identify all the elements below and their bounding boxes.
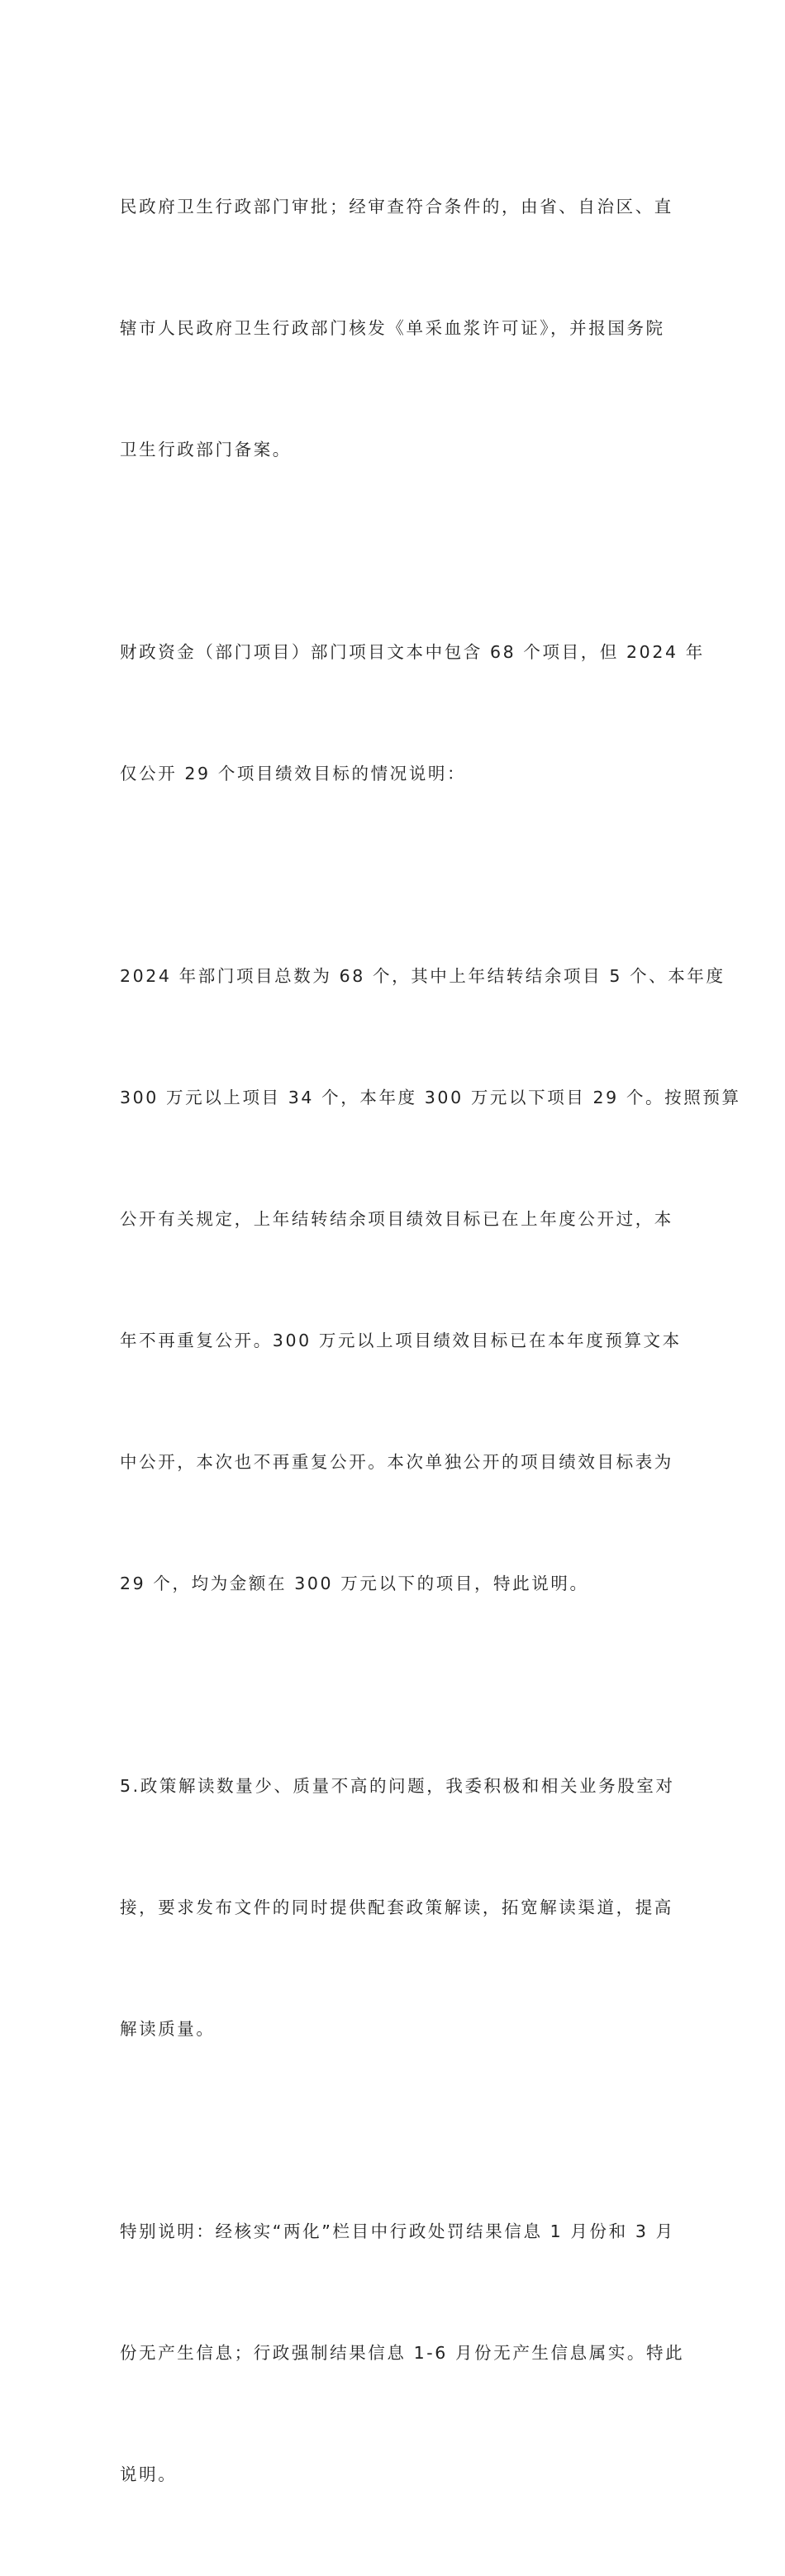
text-line: 特别说明：经核实“两化”栏目中行政处罚结果信息 1 月份和 3 月 [120, 2221, 675, 2241]
paragraph-policy-interpretation [120, 1685, 675, 2131]
text-line: 年不再重复公开。300 万元以上项目绩效目标已在本年度预算文本 [120, 1331, 682, 1350]
paragraph-special-note [120, 2131, 685, 2576]
text-line: 财政资金（部门项目）部门项目文本中包含 68 个项目，但 2024 年 [120, 642, 705, 662]
text-line: 解读质量。 [120, 2019, 216, 2039]
text-line: 接，要求发布文件的同时提供配套政策解读，拓宽解读渠道，提高 [120, 1897, 673, 1917]
text-line: 2024 年部门项目总数为 68 个，其中上年结转结余项目 5 个、本年度 [120, 966, 726, 986]
text-line: 中公开，本次也不再重复公开。本次单独公开的项目绩效目标表为 [120, 1452, 673, 1472]
text-line: 民政府卫生行政部门审批；经审查符合条件的，由省、自治区、直 [120, 197, 673, 217]
text-line: 说明。 [120, 2464, 178, 2484]
paragraph-project-heading [120, 551, 705, 875]
text-line: 300 万元以上项目 34 个，本年度 300 万元以下项目 29 个。按照预算 [120, 1088, 741, 1107]
text-line: 辖市人民政府卫生行政部门核发《单采血浆许可证》，并报国务院 [120, 318, 665, 338]
text-line: 5.政策解读数量少、质量不高的问题，我委积极和相关业务股室对 [120, 1776, 675, 1796]
text-line: 公开有关规定，上年结转结余项目绩效目标已在上年度公开过，本 [120, 1209, 673, 1229]
text-line: 仅公开 29 个项目绩效目标的情况说明： [120, 764, 467, 783]
text-line: 29 个，均为金额在 300 万元以下的项目，特此说明。 [120, 1574, 589, 1593]
text-line: 份无产生信息；行政强制结果信息 1-6 月份无产生信息属实。特此 [120, 2343, 685, 2363]
text-line: 卫生行政部门备案。 [120, 440, 292, 459]
paragraph-approval [120, 106, 673, 551]
document-body [120, 106, 741, 2576]
paragraph-project-explanation [120, 875, 741, 1685]
